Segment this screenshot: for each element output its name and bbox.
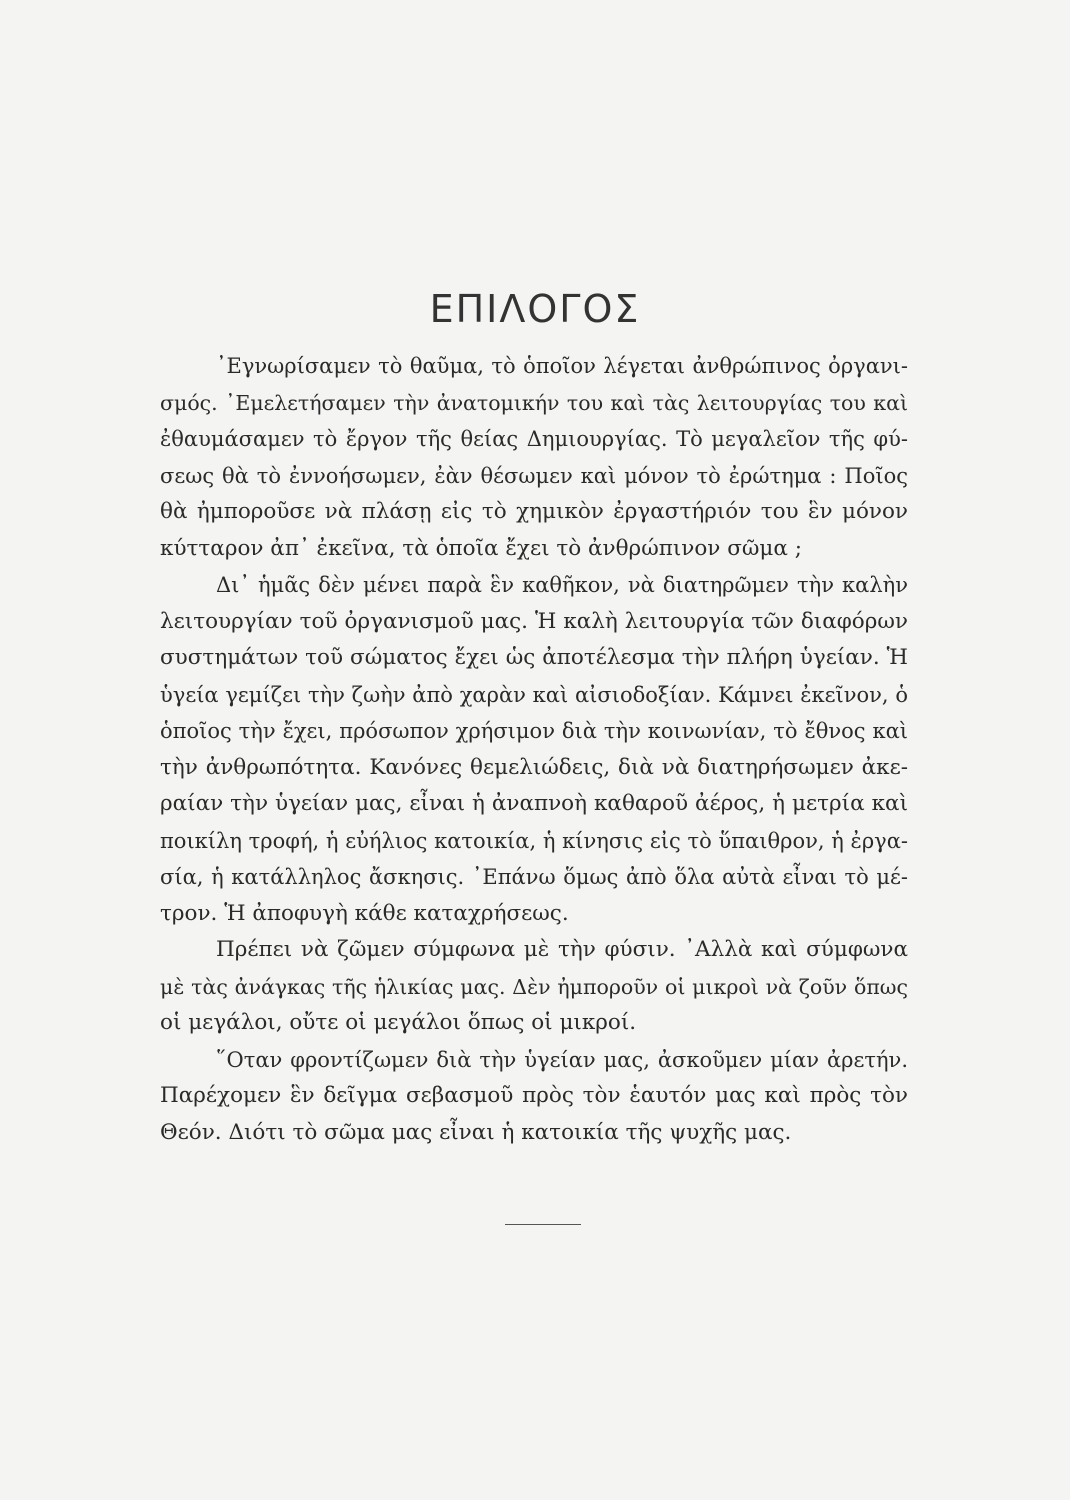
text-line: θὰ ἠμποροῦσε νὰ πλάσῃ εἰς τὸ χημικὸν ἐργαστήριόν του ἓν μόνον [160, 499, 908, 524]
text-line: ὑγεία γεμίζει τὴν ζωὴν ἀπὸ χαρὰν καὶ αἰσιοδοξίαν. Κάμνει ἐκεῖνον, ὁ [160, 682, 908, 707]
text-line: ὁποῖος τὴν ἔχει, πρόσωπον χρήσιμον διὰ τὴν κοινωνίαν, τὸ ἔθνος καὶ [160, 719, 908, 743]
text-line: σμός. ᾿Εμελετήσαμεν τὴν ἀνατομικήν του καὶ τὰς λειτουργίας του καὶ [160, 390, 908, 415]
text-line: σία, ἡ κατάλληλος ἄσκησις. ᾿Επάνω ὅμως ἀπὸ ὅλα αὐτὰ εἶναι τὸ μέ- [160, 865, 908, 889]
end-divider [505, 1224, 581, 1225]
text-line: Θεόν. Διότι τὸ σῶμα μας εἶναι ἡ κατοικία τῆς ψυχῆς μας. [160, 1119, 792, 1145]
text-line: τρον. Ἡ ἀποφυγὴ κάθε καταχρήσεως. [160, 900, 569, 926]
text-line: ποικίλη τροφή, ἡ εὐήλιος κατοικία, ἡ κίνησις εἰς τὸ ὕπαιθρον, ἡ ἐργα- [160, 828, 908, 853]
text-line: Παρέχομεν ἓν δεῖγμα σεβασμοῦ πρὸς τὸν ἑαυτόν μας καὶ πρὸς τὸν [160, 1083, 908, 1108]
text-line: Δι᾿ ἡμᾶς δὲν μένει παρὰ ἓν καθῆκον, νὰ διατηρῶμεν τὴν καλὴν [216, 573, 908, 597]
text-line: κύτταρον ἀπ᾿ ἐκεῖνα, τὰ ὁποῖα ἔχει τὸ ἀνθρώπινον σῶμα ; [160, 535, 802, 561]
text-line: ᾿Εγνωρίσαμεν τὸ θαῦμα, τὸ ὁποῖον λέγεται ἀνθρώπινος ὀργανι- [216, 354, 908, 378]
text-line: οἱ μεγάλοι, οὔτε οἱ μεγάλοι ὅπως οἱ μικροί. [160, 1010, 637, 1035]
text-line: τὴν ἀνθρωπότητα. Κανόνες θεμελιώδεις, διὰ νὰ διατηρήσωμεν ἀκε- [160, 754, 908, 780]
body-text [160, 348, 908, 1151]
text-line: μὲ τὰς ἀνάγκας τῆς ἡλικίας μας. Δὲν ἠμποροῦν οἱ μικροὶ νὰ ζοῦν ὅπως [160, 974, 908, 999]
text-line: λειτουργίαν τοῦ ὀργανισμοῦ μας. Ἡ καλὴ λειτουργία τῶν διαφόρων [160, 608, 908, 634]
text-line: ραίαν τὴν ὑγείαν μας, εἶναι ἡ ἀναπνοὴ καθαροῦ ἀέρος, ἡ μετρία καὶ [160, 791, 908, 816]
text-line: Πρέπει νὰ ζῶμεν σύμφωνα μὲ τὴν φύσιν. ᾿Αλλὰ καὶ σύμφωνα [216, 937, 908, 962]
text-line: ῞Οταν φροντίζωμεν διὰ τὴν ὑγείαν μας, ἀσκοῦμεν μίαν ἀρετήν. [216, 1047, 908, 1072]
text-line: σεως θὰ τὸ ἐννοήσωμεν, ἐὰν θέσωμεν καὶ μόνον τὸ ἐρώτημα : Ποῖος [160, 463, 908, 488]
chapter-title: ΕΠΙΛΟΓΟΣ [429, 287, 641, 332]
text-line: ἐθαυμάσαμεν τὸ ἔργον τῆς θείας Δημιουργίας. Τὸ μεγαλεῖον τῆς φύ- [160, 427, 908, 451]
text-line: συστημάτων τοῦ σώματος ἔχει ὡς ἀποτέλεσμα τὴν πλήρη ὑγείαν. Ἡ [160, 645, 908, 670]
